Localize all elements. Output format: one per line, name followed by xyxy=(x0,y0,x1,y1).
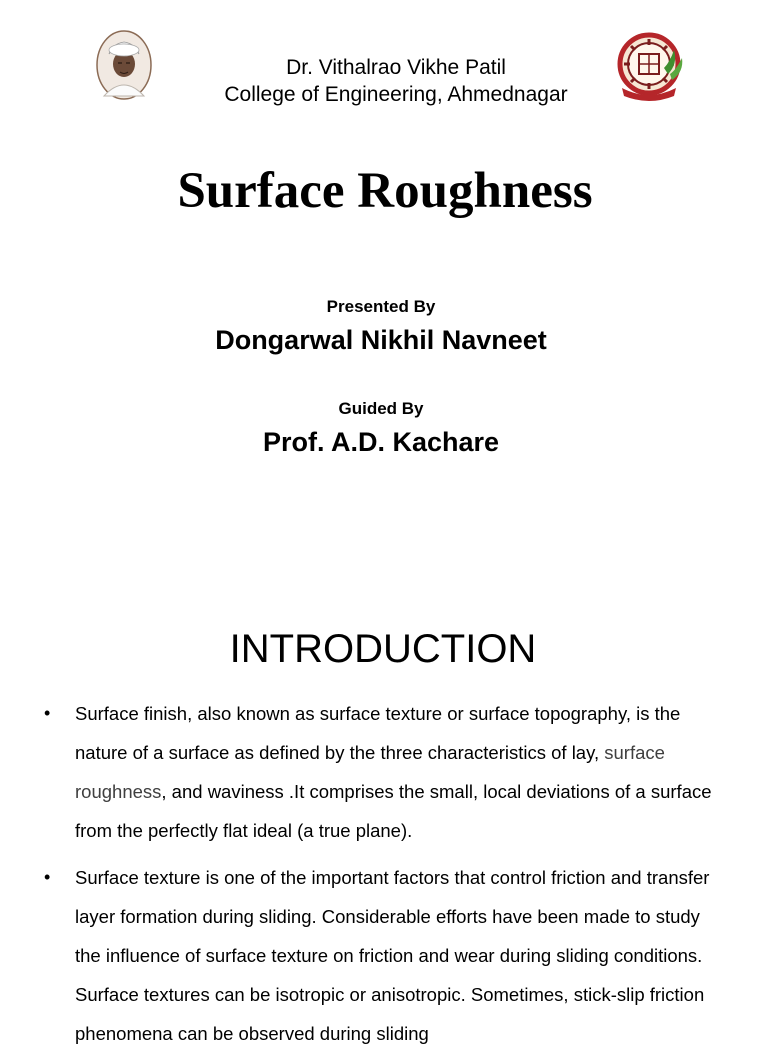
presented-by-label: Presented By xyxy=(326,297,436,316)
bullet-text xyxy=(75,694,730,850)
surface-roughness-link[interactable]: surface roughness xyxy=(75,742,665,802)
bullet-text: Surface texture is one of the important factors that control friction and transfer layer formation during sliding. Considerable efforts have been made to study the influence of surface texture on friction and wear during sliding conditions. Surface textures can be isotropic or anisotropic. Sometimes, stick-slip friction phenomena can be observed during sliding xyxy=(75,867,710,1044)
introduction-heading: INTRODUCTION xyxy=(229,627,537,671)
introduction-slide xyxy=(0,576,768,1044)
college-seal-icon xyxy=(612,30,688,102)
bullet-marker: • xyxy=(44,703,51,723)
bullet-text-part: Surface finish, also known as surface texture or surface topography, is the nature of a surface as defined by the three characteristics of lay, xyxy=(75,703,681,763)
guide-name: Prof. A.D. Kachare xyxy=(262,427,500,457)
bullet-text-part: , and waviness .It comprises the small, local deviations of a surface from the perfectly flat ideal (a true plane). xyxy=(75,781,712,841)
bullet-list xyxy=(0,694,768,1061)
list-item xyxy=(0,694,768,850)
guided-by-label: Guided By xyxy=(338,399,424,418)
presenter-name: Dongarwal Nikhil Navneet xyxy=(215,325,547,355)
college-line-1: Dr. Vithalrao Vikhe Patil xyxy=(286,56,506,79)
bullet-marker: • xyxy=(44,867,51,887)
presentation-title: Surface Roughness xyxy=(177,163,593,219)
college-line-2: College of Engineering, Ahmednagar xyxy=(224,83,568,106)
